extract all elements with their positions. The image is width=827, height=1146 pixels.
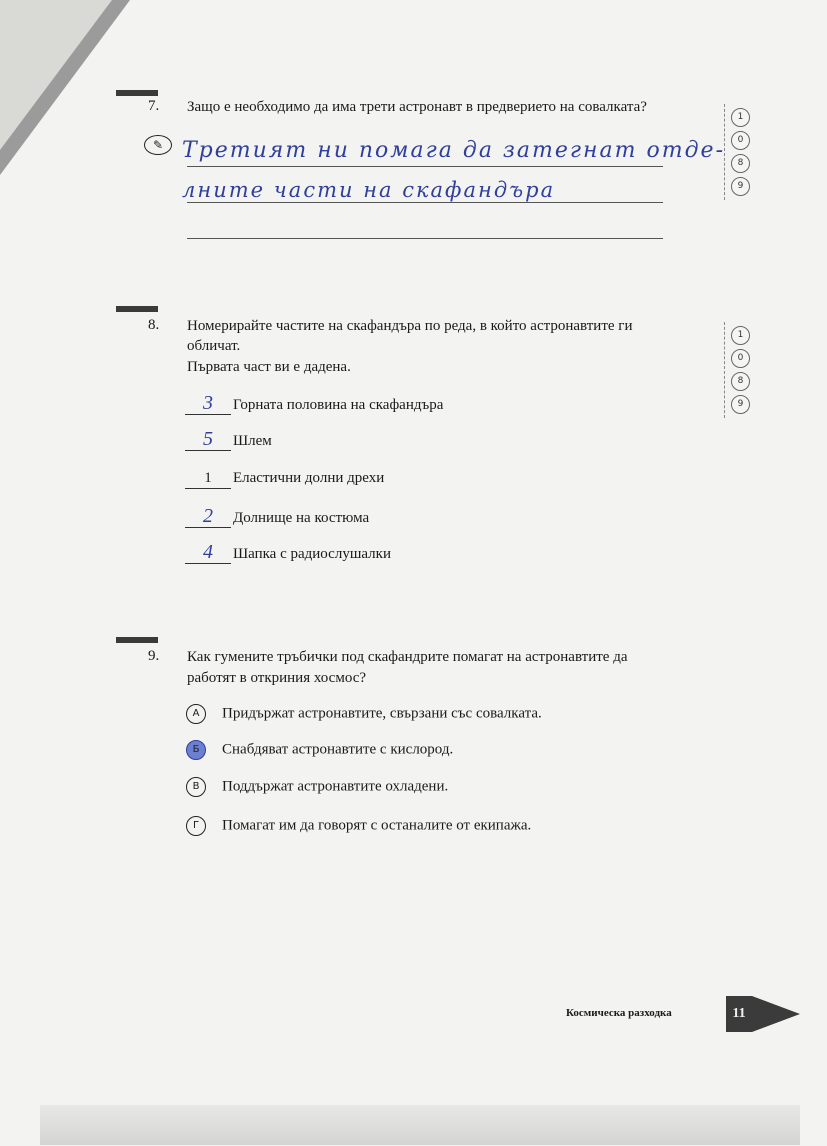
option-c-text: Поддържат астронавтите охладени. bbox=[222, 778, 449, 795]
question-7-text: Защо е необходимо да има трети астронавт в предверието на совалката? bbox=[187, 99, 647, 115]
score-code-9: 9 bbox=[731, 177, 750, 196]
footer-title: Космическа разходка bbox=[566, 1007, 672, 1019]
order-item-label: Горната половина на скафандъра bbox=[233, 397, 444, 413]
option-d-circle[interactable]: Г bbox=[186, 816, 206, 836]
scan-smudge bbox=[40, 1105, 800, 1145]
question-8-number: 8. bbox=[148, 317, 160, 333]
order-item-label: Шапка с радиослушалки bbox=[233, 546, 391, 562]
question-7-answer-line-1[interactable]: Третият ни помага да затегнат отде- bbox=[182, 138, 726, 163]
pencil-icon: ✎ bbox=[144, 135, 172, 155]
page-arrow-icon bbox=[752, 996, 800, 1032]
score-code-8: 8 bbox=[731, 154, 750, 173]
option-d-text: Помагат им да говорят с останалите от екипажа. bbox=[222, 817, 532, 834]
option-c[interactable] bbox=[186, 777, 448, 797]
question-9-text-line-1: Как гумените тръбички под скафандрите помагат на астронавтите да bbox=[187, 649, 628, 665]
score-code-1: 1 bbox=[731, 108, 750, 127]
score-code-0: 0 bbox=[731, 349, 750, 368]
score-code-0: 0 bbox=[731, 131, 750, 150]
order-number-input[interactable]: 5 bbox=[185, 432, 231, 451]
order-item bbox=[185, 428, 272, 451]
score-code-1: 1 bbox=[731, 326, 750, 345]
order-item-label: Шлем bbox=[233, 433, 272, 449]
score-code-8: 8 bbox=[731, 372, 750, 391]
order-item bbox=[185, 541, 391, 564]
option-b-text: Снабдяват астронавтите с кислород. bbox=[222, 741, 454, 758]
order-number-input[interactable]: 2 bbox=[185, 509, 231, 528]
question-9-text-line-2: работят в откриния хосмос? bbox=[187, 670, 367, 686]
order-item bbox=[185, 470, 384, 489]
question-8-text-line-1: Номерирайте частите на скафандъра по реда, в който астронавтите ги bbox=[187, 318, 633, 334]
page-number: 11 bbox=[726, 996, 752, 1032]
question-8-scoring-codes bbox=[724, 322, 755, 418]
order-item-label: Долнище на костюма bbox=[233, 510, 370, 526]
option-a-circle[interactable]: А bbox=[186, 704, 206, 724]
question-marker bbox=[116, 90, 158, 96]
option-a-text: Придържат астронавтите, свързани със совалката. bbox=[222, 705, 542, 722]
question-7-number: 7. bbox=[148, 98, 160, 114]
order-item bbox=[185, 392, 444, 415]
page-fold-highlight bbox=[0, 0, 112, 150]
answer-line bbox=[187, 202, 663, 203]
question-marker bbox=[116, 637, 158, 643]
order-item bbox=[185, 505, 370, 528]
question-9-number: 9. bbox=[148, 648, 160, 664]
option-c-circle[interactable]: В bbox=[186, 777, 206, 797]
question-7-answer-line-2[interactable]: лните части на скафандъра bbox=[182, 178, 556, 202]
option-a[interactable] bbox=[186, 704, 542, 724]
order-item-label: Еластични долни дрехи bbox=[233, 470, 385, 486]
option-b[interactable] bbox=[186, 740, 453, 760]
option-b-circle-selected[interactable]: Б bbox=[186, 740, 206, 760]
score-code-9: 9 bbox=[731, 395, 750, 414]
order-number-given: 1 bbox=[185, 470, 231, 489]
question-marker bbox=[116, 306, 158, 312]
order-number-input[interactable]: 3 bbox=[185, 396, 231, 415]
question-8-text-line-3: Първата част ви е дадена. bbox=[187, 359, 351, 375]
question-8-text-line-2: обличат. bbox=[187, 338, 241, 354]
question-7-scoring-codes bbox=[724, 104, 755, 200]
order-number-input[interactable]: 4 bbox=[185, 545, 231, 564]
answer-line bbox=[187, 238, 663, 239]
answer-line bbox=[187, 166, 663, 167]
option-d[interactable] bbox=[186, 816, 531, 836]
